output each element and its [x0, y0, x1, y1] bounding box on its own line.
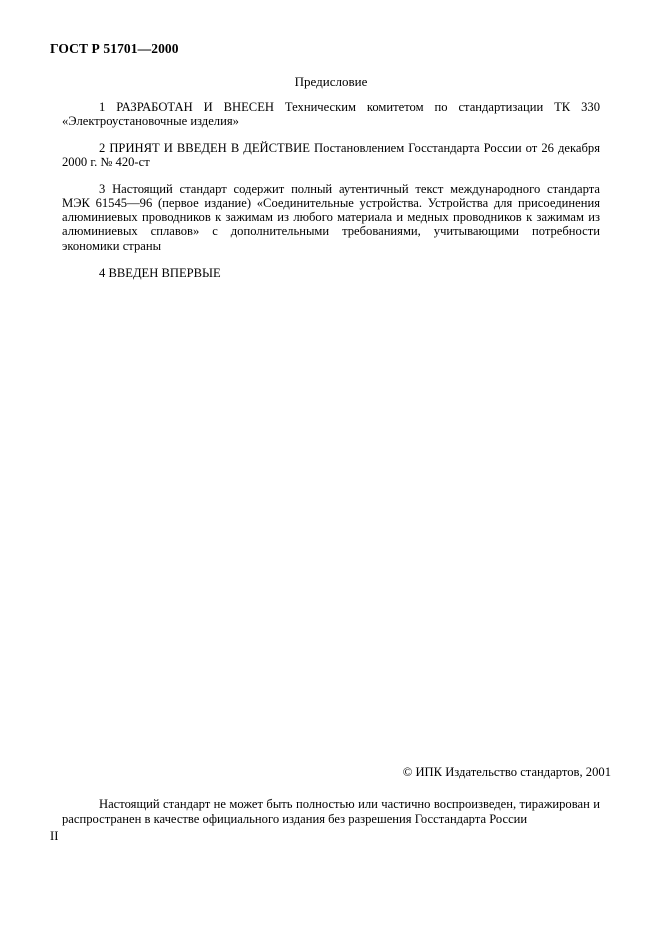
clause-paragraph-3: 3 Настоящий стандарт содержит полный аутентичный текст международного стандарта МЭК 61545—96 (первое издание) «Соединительные устройства. Устройства для присоединения алюминиевых проводников к зажимам из любого материала и медных проводников к зажимам из алюминиевых сплавов» с дополнительными требованиями, учитывающими потребности экономики страны: [62, 181, 600, 253]
clause-paragraph-1: 1 РАЗРАБОТАН И ВНЕСЕН Техническим комитетом по стандартизации ТК 330 «Электроустановочные изделия»: [62, 100, 600, 129]
standard-designation-header: ГОСТ Р 51701—2000: [50, 41, 179, 56]
page-content: [50, 0, 612, 936]
reproduction-notice: Настоящий стандарт не может быть полностью или частично воспроизведен, тиражирован и распространен в качестве официального издания без разрешения Госстандарта России: [62, 797, 600, 826]
page-title: Предисловие: [294, 74, 368, 89]
clause-list: [62, 100, 600, 280]
page-number: II: [50, 829, 59, 843]
copyright-line: © ИПК Издательство стандартов, 2001: [402, 765, 611, 779]
clause-paragraph-4: 4 ВВЕДЕН ВПЕРВЫЕ: [99, 265, 221, 280]
clause-paragraph-2: 2 ПРИНЯТ И ВВЕДЕН В ДЕЙСТВИЕ Постановлением Госстандарта России от 26 декабря 2000 г. № 420-ст: [62, 140, 600, 170]
